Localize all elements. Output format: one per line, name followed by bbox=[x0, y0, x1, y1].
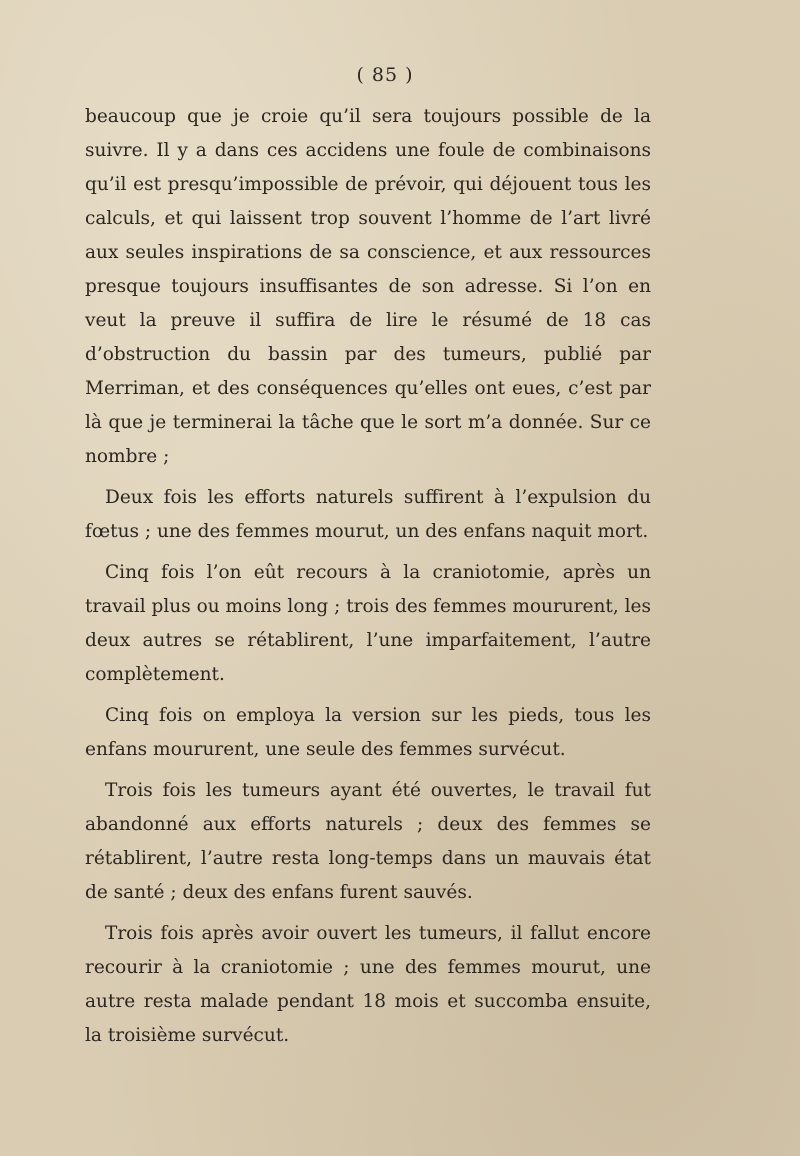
body-text bbox=[85, 100, 651, 1053]
paragraph-case-1: Deux fois les efforts naturels suffirent à l’expulsion du fœtus ; une des femmes mourut, un des enfans naquit mort. bbox=[85, 487, 651, 542]
paragraph-case-4: Trois fois les tumeurs ayant été ouvertes, le travail fut abandonné aux efforts naturels ; deux des femmes se rétablirent, l’autre resta long-temps dans un mauvais état de santé ; deux des enfans furent sauvés. bbox=[85, 780, 651, 903]
paragraph-case-2: Cinq fois l’on eût recours à la craniotomie, après un travail plus ou moins long ; trois des femmes moururent, les deux autres se rétablirent, l’une imparfaitement, l’autre complètement. bbox=[85, 562, 651, 685]
page-number: ( 85 ) bbox=[356, 64, 414, 86]
paragraph-continuation: beaucoup que je croie qu’il sera toujours possible de la suivre. Il y a dans ces accidens une foule de combinaisons qu’il est presqu’impossible de prévoir, qui déjouent tous les calculs, et qui laissent trop souvent l’homme de l’art livré aux seules inspirations de sa conscience, et aux ressources presque toujours insuffisantes de son adresse. Si l’on en veut la preuve il suffira de lire le résumé de 18 cas d’obstruction du bassin par des tumeurs, publié par Merriman, et des conséquences qu’elles ont eues, c’est par là que je terminerai la tâche que le sort m’a donnée. Sur ce nombre ; bbox=[85, 106, 651, 467]
paragraph-case-5: Trois fois après avoir ouvert les tumeurs, il fallut encore recourir à la craniotomie ; une des femmes mourut, une autre resta malade pendant 18 mois et succomba ensuite, la troisième survécut. bbox=[85, 923, 651, 1046]
paragraph-case-3: Cinq fois on employa la version sur les pieds, tous les enfans moururent, une seule des femmes survécut. bbox=[85, 705, 651, 760]
